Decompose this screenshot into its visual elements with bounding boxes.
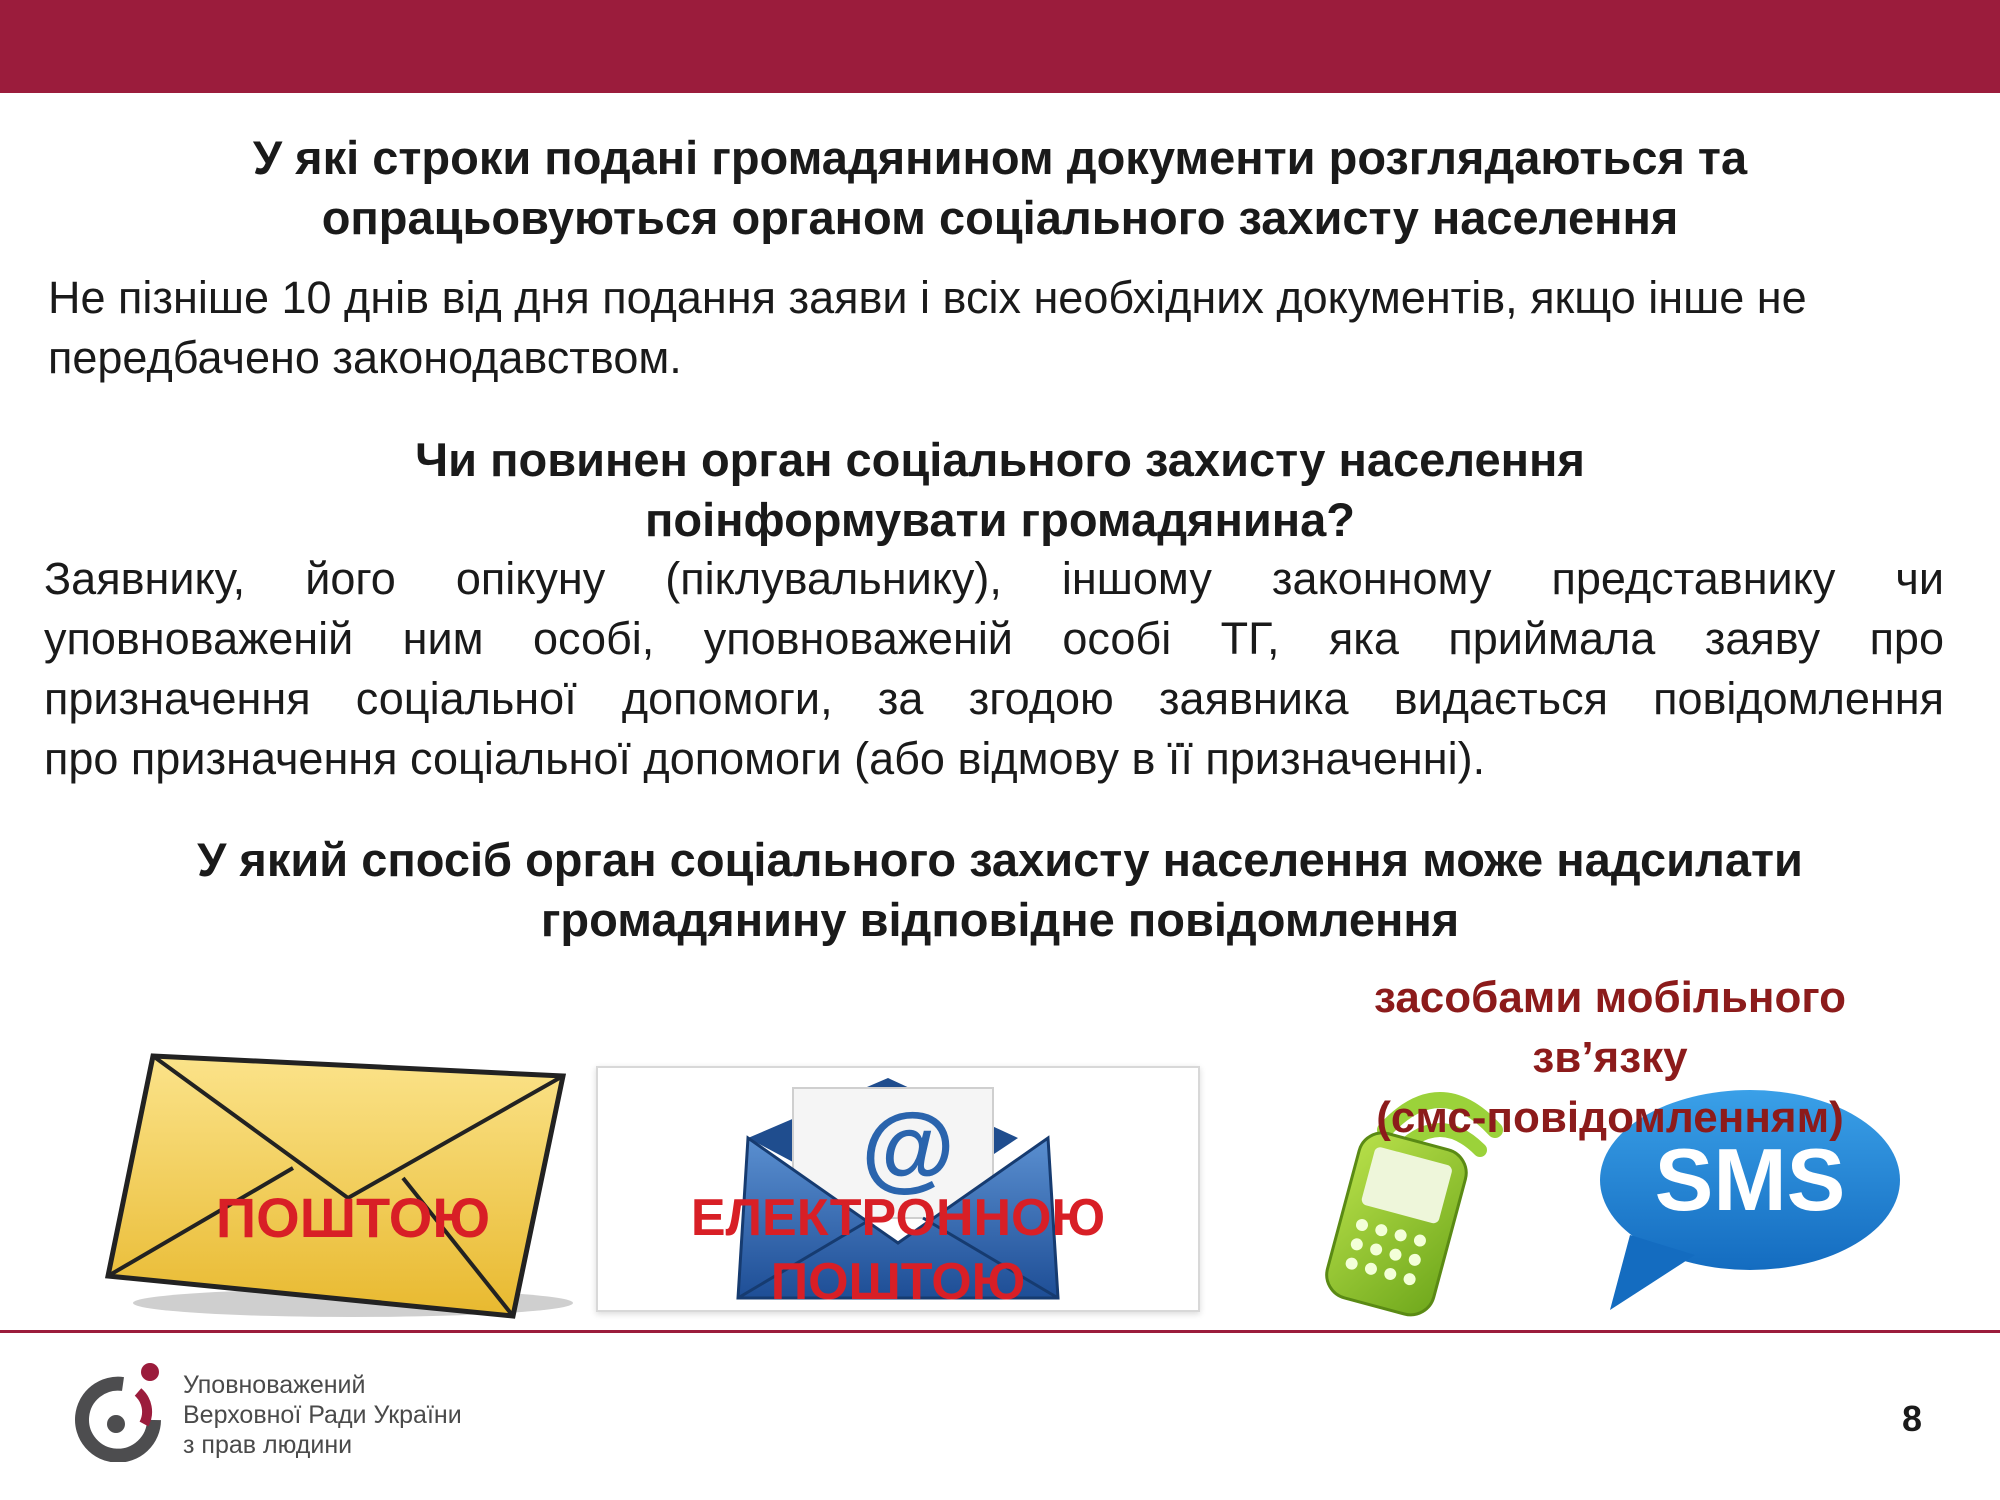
email-method-card (596, 1066, 1200, 1312)
organization-name-line: Уповноважений (183, 1371, 366, 1399)
answer-line: уповноваженій ним особі, уповноваженій особі ТГ, яка приймала заяву про (44, 613, 1944, 664)
question-2-answer (44, 549, 1944, 789)
sms-icon: SMS (1654, 1130, 1846, 1229)
question-2-title-line: поінформувати громадянина? (645, 493, 1355, 546)
question-1-title (0, 128, 2000, 248)
question-1-title-line: опрацьовуються органом соціального захисту населення (321, 191, 1679, 244)
footer-divider (0, 1330, 2000, 1333)
post-label: ПОШТОЮ (215, 1186, 491, 1249)
answer-line: Заявнику, його опікуну (піклувальнику), іншому законному представнику чи (44, 553, 1944, 604)
organization-name-line: Верховної Ради України (183, 1401, 462, 1429)
email-label-line: ПОШТОЮ (770, 1253, 1026, 1311)
post-method-card (103, 1048, 593, 1323)
mobile-label-line: засобами мобільного (1374, 973, 1846, 1022)
mobile-label-line: зв’язку (1532, 1033, 1688, 1082)
email-label-line: ЕЛЕКТРОННОЮ (690, 1189, 1106, 1247)
mobile-label-line: (смс-повідомленням) (1376, 1093, 1844, 1142)
question-1-title-line: У які строки подані громадянином документи розглядаються та (252, 131, 1748, 184)
email-label (598, 1186, 1198, 1314)
question-3-title (0, 830, 2000, 950)
answer-line: призначення соціальної допомоги, за згодою заявника видається повідомлення (44, 673, 1944, 724)
question-2-title (0, 430, 2000, 550)
top-banner (0, 0, 2000, 93)
question-2-title-line: Чи повинен орган соціального захисту населення (415, 433, 1585, 486)
question-1-answer: Не пізніше 10 днів від дня подання заяви і всіх необхідних документів, якщо інше не передбачено законодавством. (48, 272, 1807, 383)
question-3-title-line: У який спосіб орган соціального захисту населення може надсилати (197, 833, 1803, 886)
ombudsman-logo (68, 1362, 164, 1462)
organization-name (183, 1370, 462, 1460)
answer-line: про призначення соціальної допомоги (або відмову в її призначенні). (44, 733, 1486, 784)
mobile-label (1300, 968, 1920, 1148)
question-3-title-line: громадянину відповідне повідомлення (540, 893, 1460, 946)
at-sign-icon: @ (861, 1094, 955, 1201)
page-number: 8 (1901, 1398, 1922, 1439)
organization-name-line: з прав людини (183, 1431, 353, 1459)
